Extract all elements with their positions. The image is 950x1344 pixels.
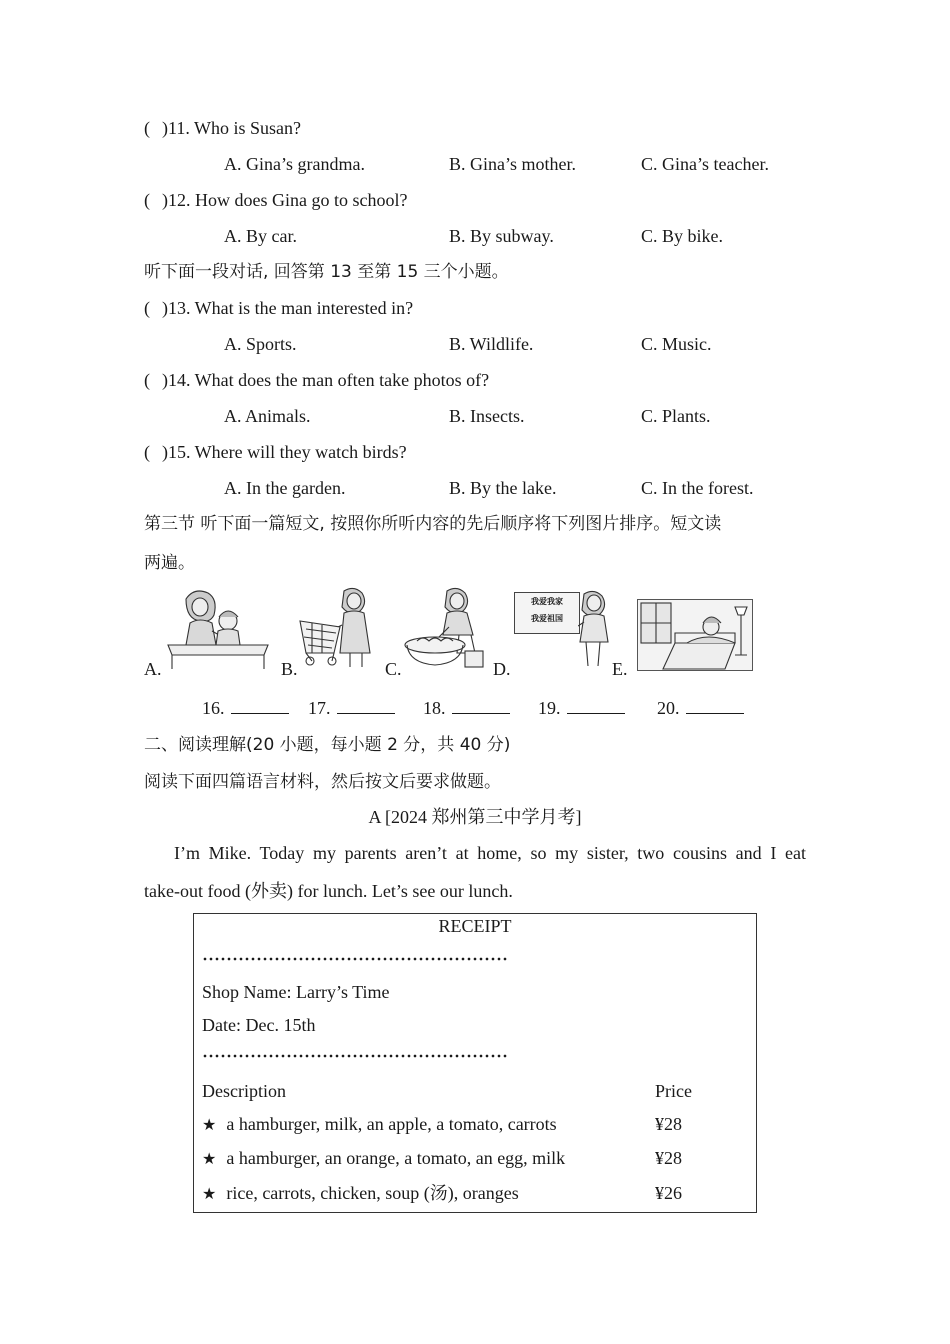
receipt-item-3-price: ¥26 xyxy=(655,1183,682,1203)
question-12: ( )12. How does Gina go to school? xyxy=(144,190,408,210)
question-12-option-c: C. By bike. xyxy=(641,226,724,246)
section3-instruction-line1: 第三节 听下面一篇短文, 按照你所听内容的先后顺序将下列图片排序。短文读 xyxy=(144,514,722,534)
picture-label-a: A. xyxy=(144,659,162,679)
receipt-item-1-price: ¥28 xyxy=(655,1114,682,1134)
question-12-option-a: A. By car. xyxy=(224,226,297,246)
receipt-title: RECEIPT xyxy=(438,916,512,936)
blank-line-19[interactable] xyxy=(567,697,625,714)
question-12-option-b: B. By subway. xyxy=(449,226,554,246)
star-icon: ★ xyxy=(202,1186,217,1203)
answer-blank-17[interactable]: 17. xyxy=(308,696,395,720)
receipt-col-description: Description xyxy=(202,1081,286,1101)
receipt-shop-name: Shop Name: Larry’s Time xyxy=(202,982,390,1002)
picture-e-bedroom xyxy=(637,599,753,671)
picture-label-d: D. xyxy=(493,659,511,679)
star-icon: ★ xyxy=(202,1151,217,1168)
question-14: ( )14. What does the man often take photos of? xyxy=(144,370,490,390)
receipt-item-2: ★ a hamburger, an orange, a tomato, an egg, milk xyxy=(202,1148,566,1168)
part2-instruction: 阅读下面四篇语言材料，然后按文后要求做题。 xyxy=(144,772,501,792)
question-14-option-c: C. Plants. xyxy=(641,406,711,426)
receipt-item-1: ★ a hamburger, milk, an apple, a tomato, carrots xyxy=(202,1114,557,1134)
answer-blank-20[interactable]: 20. xyxy=(657,696,744,720)
board-text-2: 我爱祖国 xyxy=(531,614,563,623)
question-11-option-a: A. Gina’s grandma. xyxy=(224,154,365,174)
picture-c-washing xyxy=(403,585,489,671)
picture-a-homework xyxy=(164,585,274,671)
star-icon: ★ xyxy=(202,1117,217,1134)
picture-d-board xyxy=(514,592,580,634)
blank-line-16[interactable] xyxy=(231,697,289,714)
answer-blank-19[interactable]: 19. xyxy=(538,696,625,720)
question-11-option-b: B. Gina’s mother. xyxy=(449,154,576,174)
picture-b-shopping xyxy=(298,585,378,671)
picture-label-c: C. xyxy=(385,659,402,679)
question-11-option-c: C. Gina’s teacher. xyxy=(641,154,769,174)
question-15-option-a: A. In the garden. xyxy=(224,478,346,498)
question-14-option-b: B. Insects. xyxy=(449,406,525,426)
question-11: ( )11. Who is Susan? xyxy=(144,118,301,138)
passage-title: A [2024 郑州第三中学月考] xyxy=(368,807,582,827)
board-text-1: 我爱我家 xyxy=(531,597,563,606)
picture-label-b: B. xyxy=(281,659,298,679)
passage-line-2: take-out food (外卖) for lunch. Let’s see our lunch. xyxy=(144,881,513,901)
receipt-divider-top xyxy=(202,957,508,961)
question-13-option-b: B. Wildlife. xyxy=(449,334,534,354)
question-13-option-a: A. Sports. xyxy=(224,334,297,354)
question-13-option-c: C. Music. xyxy=(641,334,712,354)
question-15: ( )15. Where will they watch birds? xyxy=(144,442,407,462)
picture-d-teacher xyxy=(578,588,610,674)
answer-blank-16[interactable]: 16. xyxy=(202,696,289,720)
blank-line-20[interactable] xyxy=(686,697,744,714)
receipt-item-2-price: ¥28 xyxy=(655,1148,682,1168)
receipt-date: Date: Dec. 15th xyxy=(202,1015,316,1035)
receipt-col-price: Price xyxy=(655,1081,692,1101)
question-15-option-b: B. By the lake. xyxy=(449,478,557,498)
question-15-option-c: C. In the forest. xyxy=(641,478,754,498)
blank-line-18[interactable] xyxy=(452,697,510,714)
section3-instruction-line2: 两遍。 xyxy=(144,553,195,573)
question-14-option-a: A. Animals. xyxy=(224,406,311,426)
receipt-box xyxy=(193,913,757,1213)
receipt-divider-bottom xyxy=(202,1054,508,1058)
question-13: ( )13. What is the man interested in? xyxy=(144,298,414,318)
receipt-item-3: ★ rice, carrots, chicken, soup (汤), oranges xyxy=(202,1183,519,1203)
blank-line-17[interactable] xyxy=(337,697,395,714)
answer-blank-18[interactable]: 18. xyxy=(423,696,510,720)
instruction-13-15: 听下面一段对话, 回答第 13 至第 15 三个小题。 xyxy=(144,262,509,282)
part2-heading: 二、阅读理解(20 小题，每小题 2 分，共 40 分) xyxy=(144,735,511,755)
picture-label-e: E. xyxy=(612,659,628,679)
passage-line-1: I’m Mike. Today my parents aren’t at home, so my sister, two cousins and I eat xyxy=(174,843,806,863)
